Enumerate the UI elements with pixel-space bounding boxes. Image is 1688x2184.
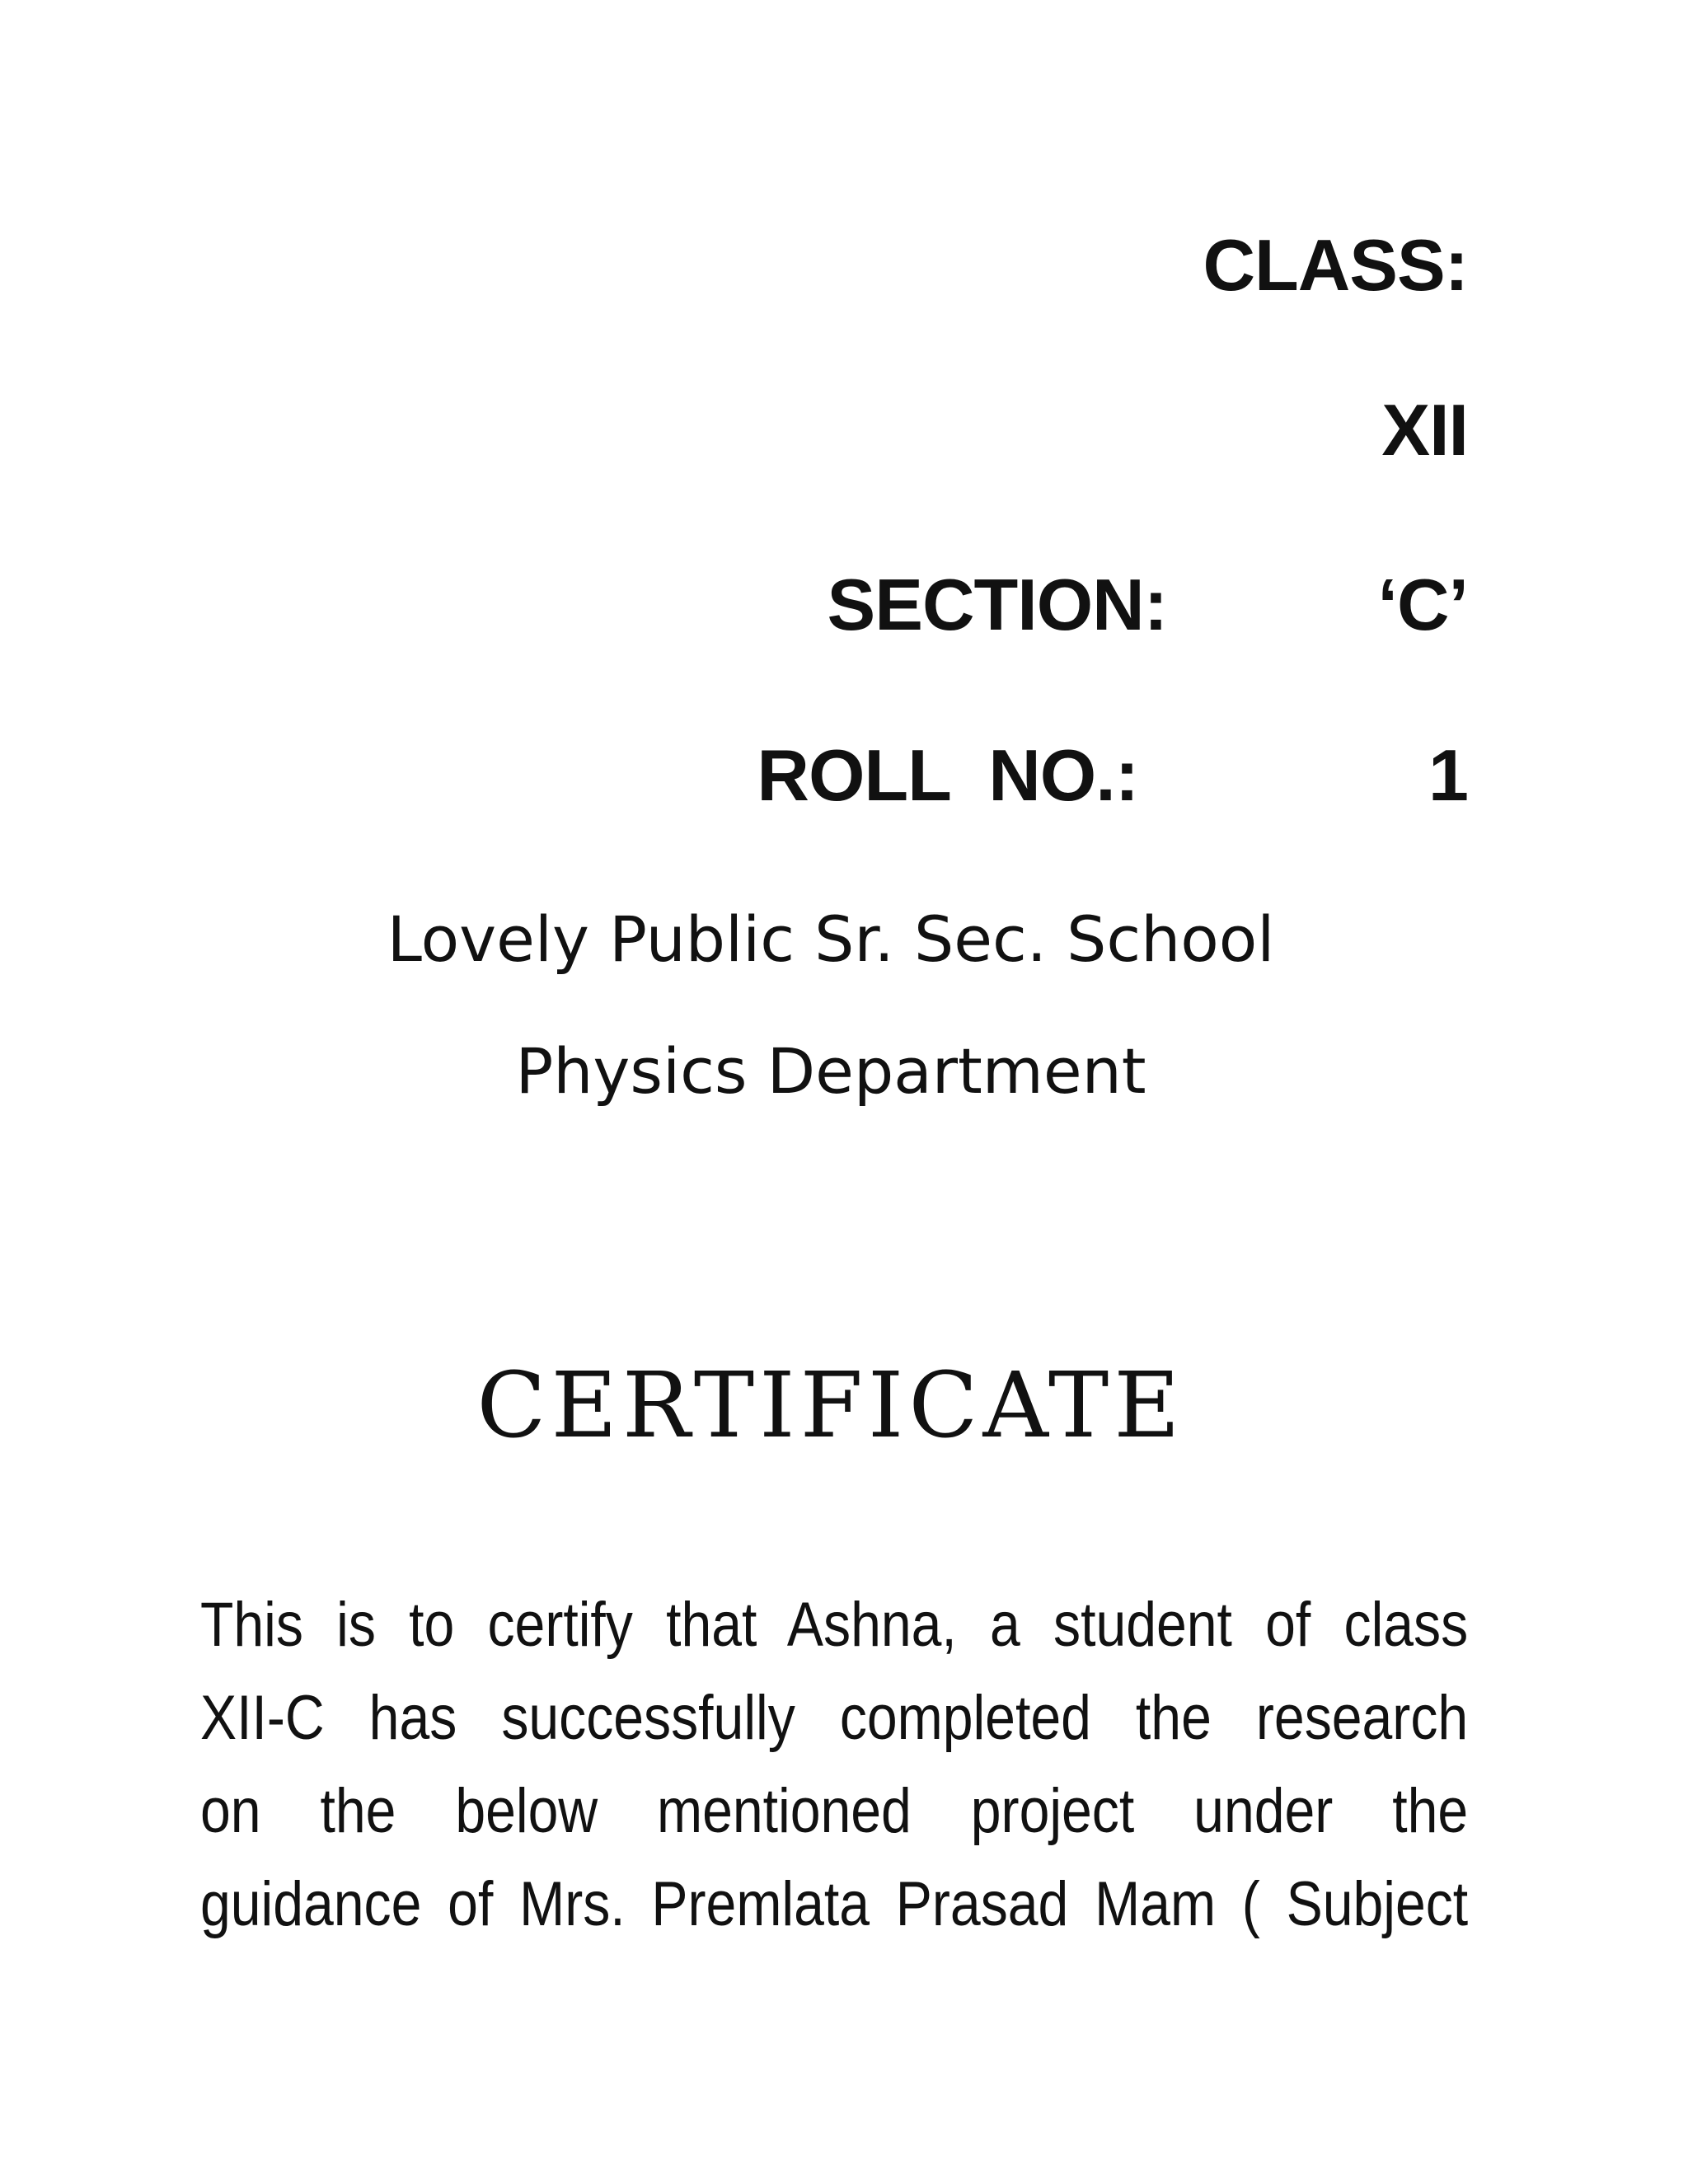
class-label: CLASS: [1203, 224, 1468, 306]
roll-number-label: ROLL NO.: [757, 734, 1138, 816]
section-label: SECTION: [827, 564, 1167, 645]
section-value: ‘C’ [1377, 564, 1468, 645]
class-value: XII [1381, 389, 1468, 471]
certificate-body-line: on the below mentioned project under the [200, 1776, 1469, 1846]
certificate-body-line: guidance of Mrs. Premlata Prasad Mam ( Subject [200, 1869, 1469, 1939]
certificate-body [200, 1578, 1468, 1951]
certificate-body-line: XII-C has successfully completed the research [200, 1683, 1469, 1753]
certificate-title: CERTIFICATE [476, 1352, 1185, 1458]
department-name: Physics Department [515, 1034, 1146, 1108]
certificate-body-line: This is to certify that Ashna, a student of class [200, 1590, 1469, 1660]
school-name: Lovely Public Sr. Sec. School [387, 902, 1275, 976]
roll-number-value: 1 [1428, 734, 1468, 816]
